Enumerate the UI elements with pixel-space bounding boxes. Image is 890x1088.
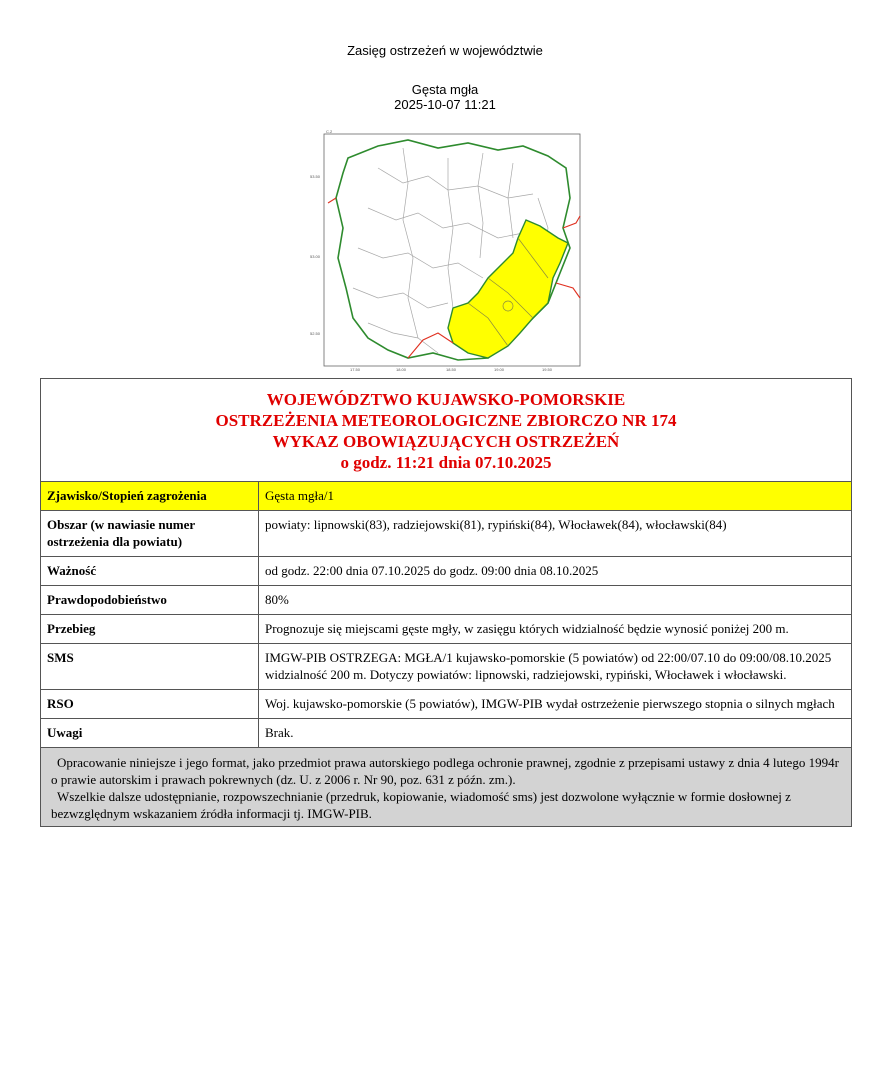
row-label: Zjawisko/Stopień zagrożenia <box>41 482 259 511</box>
map-y-tick: 53.00 <box>310 254 321 259</box>
map-x-tick: 17.50 <box>350 367 361 372</box>
map-x-tick: 18.00 <box>396 367 407 372</box>
map-x-tick: 18.50 <box>446 367 457 372</box>
map-y-tick: 52.50 <box>310 331 321 336</box>
row-label: RSO <box>41 690 259 719</box>
row-value-sms: IMGW-PIB OSTRZEGA: MGŁA/1 kujawsko-pomorskie (5 powiatów) od 22:00/07.10 do 09:00/08.10.2025 widzialność 200 m. Dotyczy powiatów: lipnowski, radziejowski, rypiński, Włocławek i włocławski. <box>259 644 852 690</box>
table-row <box>41 615 851 644</box>
row-value-probability: 80% <box>259 586 852 615</box>
row-label: Przebieg <box>41 615 259 644</box>
table-row <box>41 482 851 511</box>
warning-map <box>308 128 582 372</box>
title-list: WYKAZ OBOWIĄZUJĄCYCH OSTRZEŻEŃ <box>272 432 620 451</box>
row-label: SMS <box>41 644 259 690</box>
warning-bulletin <box>40 378 852 827</box>
distribution-text: Wszelkie dalsze udostępnianie, rozpowszechnianie (przedruk, kopiowanie, wiadomość sms) jest dozwolone wyłącznie w formie dosłownej z bezwzględnym wskazaniem źródła informacji tj. IMGW-PIB. <box>51 789 791 821</box>
warning-table <box>41 482 851 747</box>
map-svg <box>308 128 582 372</box>
map-corner-label: C.2 <box>326 129 333 134</box>
row-value-rso: Woj. kujawsko-pomorskie (5 powiatów), IMGW-PIB wydał ostrzeżenie pierwszego stopnia o silnych mgłach <box>259 690 852 719</box>
header-title: Zasięg ostrzeżeń w województwie <box>347 43 543 58</box>
row-value-course: Prognozuje się miejscami gęste mgły, w zasięgu których widzialność będzie wynosić poniżej 200 m. <box>259 615 852 644</box>
row-label: Uwagi <box>41 719 259 748</box>
copyright-footer <box>41 747 851 826</box>
row-value-phenomenon: Gęsta mgła/1 <box>259 482 852 511</box>
title-bulletin-number: OSTRZEŻENIA METEOROLOGICZNE ZBIORCZO NR 174 <box>215 411 677 430</box>
map-x-tick: 19.00 <box>494 367 505 372</box>
table-row <box>41 719 851 748</box>
table-row <box>41 557 851 586</box>
copyright-text: Opracowanie niniejsze i jego format, jako przedmiot prawa autorskiego podlega ochronie prawnej, zgodnie z przepisami ustawy z dnia 4 lutego 1994r o prawie autorskim i prawach pokrewnych (dz. U. z 2006 r. Nr 90, poz. 631 z późn. zm.). <box>51 755 839 787</box>
table-row <box>41 586 851 615</box>
map-y-tick: 53.50 <box>310 174 321 179</box>
header-datetime: 2025-10-07 11:21 <box>394 97 496 112</box>
header-phenomenon: Gęsta mgła <box>411 82 479 97</box>
bulletin-title <box>41 379 851 482</box>
map-x-tick: 19.50 <box>542 367 553 372</box>
row-value-validity: od godz. 22:00 dnia 07.10.2025 do godz. 09:00 dnia 08.10.2025 <box>259 557 852 586</box>
table-row <box>41 511 851 557</box>
row-label: Ważność <box>41 557 259 586</box>
row-label: Obszar (w nawiasie numer ostrzeżenia dla powiatu) <box>41 511 259 557</box>
row-label: Prawdopodobieństwo <box>41 586 259 615</box>
table-row <box>41 690 851 719</box>
title-time: o godz. 11:21 dnia 07.10.2025 <box>340 453 552 472</box>
row-value-remarks: Brak. <box>259 719 852 748</box>
table-row <box>41 644 851 690</box>
row-value-area: powiaty: lipnowski(83), radziejowski(81), rypiński(84), Włocławek(84), włocławski(84) <box>259 511 852 557</box>
title-voivodeship: WOJEWÓDZTWO KUJAWSKO-POMORSKIE <box>266 390 626 409</box>
